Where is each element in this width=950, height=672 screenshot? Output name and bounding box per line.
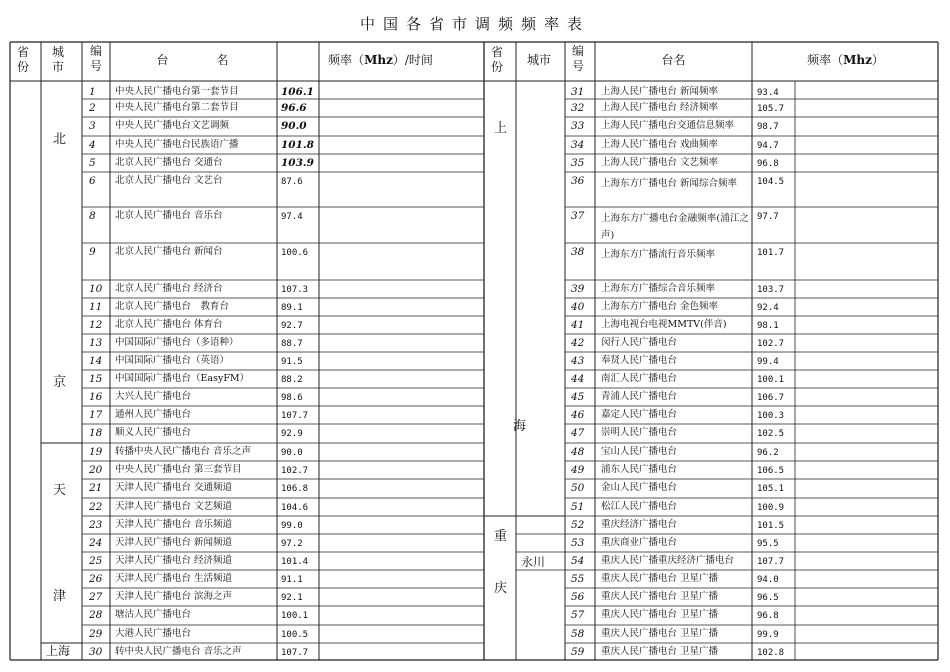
frequency-value: 90.0 [281,448,303,458]
group-shanghai-small: 上海 [46,644,71,658]
frequency-value: 100.1 [757,375,785,385]
row-number: 31 [571,86,585,98]
row-number: 9 [89,246,96,258]
station-name: 上海人民广播电台 经济频率 [601,102,719,113]
header-number-text-right: 编号 [571,44,584,73]
group-yongchuan: 永川 [521,555,546,569]
station-name: 上海东方广播电台 金色频率 [601,301,719,312]
group-beijing-char1: 北 [53,132,67,147]
row-number: 4 [89,139,96,151]
row-number: 19 [89,446,103,458]
row-number: 42 [571,337,585,349]
frequency-value: 99.9 [757,630,779,640]
station-name: 重庆人民广播电台 卫星广播 [601,573,719,584]
row-number: 21 [89,482,103,494]
row-number: 12 [89,319,103,331]
frequency-value: 102.7 [281,466,309,476]
row-number: 3 [89,120,96,132]
row-number: 10 [89,283,103,295]
station-name: 重庆人民广播电台 卫星广播 [601,591,719,602]
frequency-value: 102.8 [757,648,785,658]
row-number: 36 [571,175,585,187]
row-number: 41 [571,319,585,331]
frequency-value: 94.7 [757,141,779,151]
row-number: 32 [571,102,585,114]
row-number: 26 [89,573,103,585]
station-name: 中国国际广播电台（英语） [115,355,230,366]
frequency-value: 106.8 [281,484,309,494]
frequency-value: 100.9 [757,503,785,513]
station-name: 天津人民广播电台 新闻频道 [115,537,233,548]
row-number: 38 [571,246,585,258]
station-name: 重庆经济广播电台 [601,519,678,530]
row-number: 5 [89,157,96,169]
frequency-value: 98.7 [757,122,779,132]
row-number: 46 [571,409,585,421]
row-number: 13 [89,337,103,349]
frequency-value: 106.1 [281,86,314,98]
row-number: 6 [89,175,96,187]
row-number: 53 [571,537,585,549]
header-freq-right-unit: Mhz [843,53,872,67]
header-freq-left-pre: 频率（ [328,53,365,67]
station-name: 上海人民广播电台 新闻频率 [601,86,719,97]
header-station-left: 台 名 [156,53,229,67]
row-number: 37 [571,210,585,222]
station-name: 上海东方广播综合音乐频率 [601,283,716,294]
row-number: 28 [89,609,103,621]
page-title: 中国各省市调频频率表 [359,15,590,33]
frequency-value: 99.4 [757,357,779,367]
frequency-value: 88.7 [281,339,303,349]
row-number: 35 [571,157,585,169]
header-freq-left [277,53,484,68]
station-name: 上海东方广播流行音乐频率 [601,249,716,260]
group-tianjin-char1: 天 [53,483,67,498]
row-number: 48 [571,446,585,458]
frequency-value: 91.5 [281,357,303,367]
row-number: 43 [571,355,585,367]
station-name: 崇明人民广播电台 [601,427,678,438]
frequency-value: 107.7 [281,648,309,658]
station-name: 重庆商业广播电台 [601,537,678,548]
station-name: 塘沽人民广播电台 [115,609,192,620]
station-name: 奉贤人民广播电台 [601,355,678,366]
row-number: 24 [89,537,103,549]
station-name: 上海电视台电视MMTV(伴音) [601,319,727,330]
row-number: 27 [89,591,103,603]
row-number: 52 [571,519,585,531]
frequency-value: 107.7 [757,557,785,567]
station-name: 重庆人民广播重庆经济广播电台 [601,555,735,566]
header-freq-left-post: ）/时间 [392,53,433,67]
header-province-left [10,45,40,75]
frequency-value: 87.6 [281,177,303,187]
station-name: 中央人民广播电台第二套节目 [115,102,239,113]
frequency-value: 101.7 [757,248,785,258]
header-province-right [484,45,514,75]
station-name: 天津人民广播电台 滨海之声 [115,591,233,602]
frequency-value: 95.5 [757,539,779,549]
frequency-value: 94.0 [757,575,779,585]
station-name: 转中央人民广播电台 音乐之声 [115,646,242,657]
header-freq-right [753,53,938,68]
group-shanghai-char2: 海 [513,419,527,434]
group-tianjin-char2: 津 [53,589,67,604]
station-name: 北京人民广播电台 教育台 [115,301,230,312]
row-number: 20 [89,464,103,476]
row-number: 23 [89,519,103,531]
station-name: 重庆人民广播电台 卫星广播 [601,609,719,620]
station-name: 上海人民广播电台交通信息频率 [601,120,735,131]
frequency-value: 96.8 [757,611,779,621]
station-name: 大兴人民广播电台 [115,391,192,402]
header-freq-right-pre: 频率（ [807,53,844,67]
row-number: 44 [571,373,585,385]
row-number: 22 [89,501,103,513]
row-number: 50 [571,482,585,494]
frequency-value: 100.5 [281,630,309,640]
row-number: 11 [89,301,103,313]
row-number: 47 [571,427,585,439]
station-name: 转播中央人民广播电台 音乐之声 [115,446,252,457]
frequency-value: 93.4 [757,88,779,98]
header-city-left [42,45,78,75]
station-name: 通州人民广播电台 [115,409,192,420]
station-name: 重庆人民广播电台 卫星广播 [601,628,719,639]
row-number: 33 [571,120,585,132]
station-name: 顺义人民广播电台 [115,427,192,438]
station-name: 北京人民广播电台 音乐台 [115,210,223,221]
frequency-value: 96.6 [281,102,307,114]
station-name: 中央人民广播电台文艺调频 [115,120,230,131]
frequency-value: 92.9 [281,429,303,439]
frequency-value: 101.5 [757,521,785,531]
station-name: 北京人民广播电台 文艺台 [115,175,223,186]
row-number: 29 [89,628,103,640]
station-name: 北京人民广播电台 交通台 [115,157,223,168]
row-number: 57 [571,609,585,621]
header-city-right: 城市 [526,53,551,67]
station-name: 天津人民广播电台 音乐频道 [115,519,233,530]
header-freq-left-unit: Mhz [364,53,393,67]
frequency-value: 106.7 [757,393,785,403]
frequency-value: 96.8 [757,159,779,169]
frequency-value: 103.9 [281,157,314,169]
frequency-value: 105.1 [757,484,785,494]
station-name: 闵行人民广播电台 [601,337,678,348]
frequency-value: 99.0 [281,521,303,531]
frequency-value: 96.2 [757,448,779,458]
frequency-value: 101.8 [281,139,314,151]
frequency-value: 97.2 [281,539,303,549]
station-name: 中央人民广播电台 第三套节目 [115,464,242,475]
station-name: 中国国际广播电台（多语种） [115,337,239,348]
frequency-value: 98.1 [757,321,779,331]
frequency-value: 89.1 [281,303,303,313]
row-number: 1 [89,86,96,98]
station-name: 重庆人民广播电台 卫星广播 [601,646,719,657]
header-number-right [566,44,590,74]
group-chongqing-char2: 庆 [494,581,508,596]
frequency-value: 104.5 [757,177,785,187]
frequency-value: 100.6 [281,248,309,258]
frequency-value: 92.4 [757,303,779,313]
group-chongqing-char1: 重 [494,529,508,544]
row-number: 25 [89,555,103,567]
station-name: 北京人民广播电台 新闻台 [115,246,223,257]
row-number: 49 [571,464,585,476]
station-name: 松江人民广播电台 [601,501,678,512]
station-name: 南汇人民广播电台 [601,373,678,384]
station-name: 宝山人民广播电台 [601,446,678,457]
row-number: 54 [571,555,585,567]
row-number: 15 [89,373,103,385]
frequency-value: 91.1 [281,575,303,585]
row-number: 17 [89,409,103,421]
station-name: 青浦人民广播电台 [601,391,678,402]
station-name: 天津人民广播电台 文艺频道 [115,501,233,512]
frequency-value: 88.2 [281,375,303,385]
row-number: 39 [571,283,585,295]
row-number: 58 [571,628,585,640]
frequency-value: 107.7 [281,411,309,421]
header-province-text-right: 省份 [490,45,507,74]
frequency-value: 101.4 [281,557,309,567]
station-name: 上海人民广播电台 戏曲频率 [601,139,719,150]
station-name: 上海人民广播电台 文艺频率 [601,157,719,168]
frequency-value: 97.7 [757,212,779,222]
frequency-value: 100.3 [757,411,785,421]
row-number: 18 [89,427,103,439]
header-province-text: 省份 [16,45,33,74]
station-name: 浦东人民广播电台 [601,464,678,475]
row-number: 51 [571,501,585,513]
station-name: 上海东方广播电台 新闻综合频率 [601,178,738,189]
row-number: 30 [89,646,103,658]
frequency-value: 90.0 [281,120,307,132]
station-name: 天津人民广播电台 生活频道 [115,573,233,584]
row-number: 56 [571,591,585,603]
station-name: 北京人民广播电台 经济台 [115,283,223,294]
station-name: 天津人民广播电台 经济频道 [115,555,233,566]
row-number: 14 [89,355,103,367]
row-number: 34 [571,139,585,151]
station-name: 上海东方广播电台金融频率(浦江之声) [601,213,749,241]
frequency-value: 102.7 [757,339,785,349]
station-name: 大港人民广播电台 [115,628,192,639]
row-number: 45 [571,391,585,403]
frequency-value: 106.5 [757,466,785,476]
frequency-value: 92.7 [281,321,303,331]
frequency-value: 104.6 [281,503,309,513]
group-beijing-char2: 京 [53,375,67,390]
frequency-value: 103.7 [757,285,785,295]
station-name: 中央人民广播电台民族语广播 [115,139,239,150]
row-number: 16 [89,391,103,403]
header-freq-right-post: ） [871,53,884,67]
header-station-right: 台名 [661,53,686,67]
station-name: 天津人民广播电台 交通频道 [115,482,233,493]
station-name: 中国国际广播电台（EasyFM） [115,373,250,384]
frequency-value: 107.3 [281,285,309,295]
frequency-value: 102.5 [757,429,785,439]
frequency-value: 97.4 [281,212,303,222]
station-name: 北京人民广播电台 体育台 [115,319,223,330]
group-shanghai-char1: 上 [494,121,508,136]
row-number: 8 [89,210,96,222]
header-number-text: 编号 [89,44,102,73]
header-city-text: 城市 [51,45,68,74]
row-number: 40 [571,301,585,313]
row-number: 59 [571,646,585,658]
row-number: 2 [89,102,96,114]
station-name: 嘉定人民广播电台 [601,409,678,420]
station-name: 中央人民广播电台第一套节目 [115,86,239,97]
frequency-value: 100.1 [281,611,309,621]
frequency-value: 105.7 [757,104,785,114]
frequency-value: 92.1 [281,593,303,603]
frequency-value: 96.5 [757,593,779,603]
frequency-value: 98.6 [281,393,303,403]
row-number: 55 [571,573,585,585]
station-name: 金山人民广播电台 [601,482,678,493]
header-number-left [84,44,108,74]
